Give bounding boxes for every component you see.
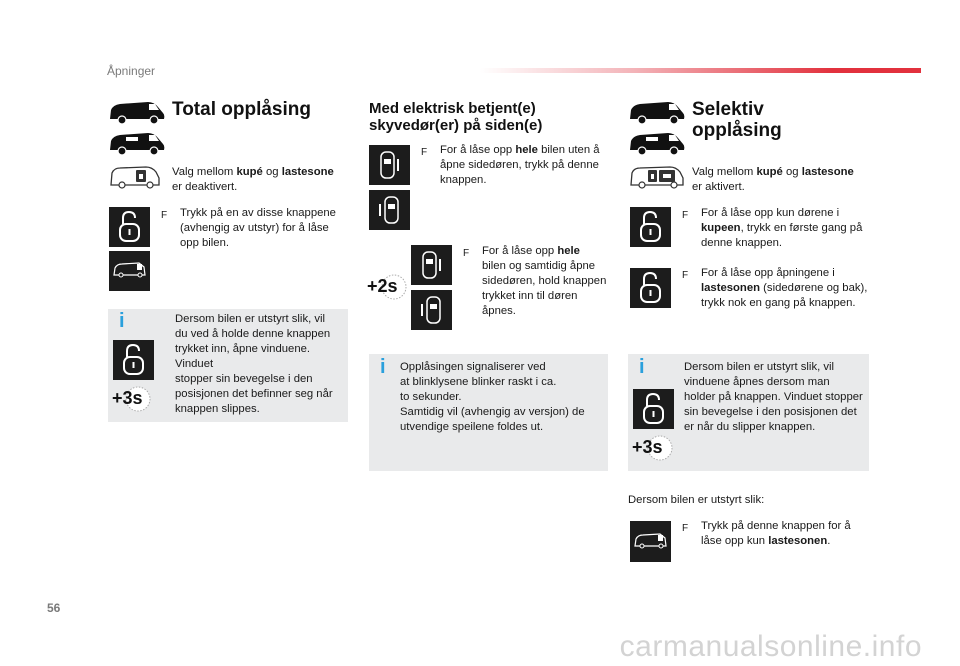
col1-info-text: Dersom bilen er utstyrt slik, vil du ved å holde denne knappen trykket inn, åpne vinduene. Vinduet stopper sin bevegelse i den posisjonen det befinner seg når knappen slippes. xyxy=(175,313,333,415)
info-icon: i xyxy=(639,356,645,378)
page-number: 56 xyxy=(47,601,61,615)
col3-bullet1: For å låse opp kun dørene i kupeen, trykk en første gang på denne knappen. xyxy=(701,207,863,249)
unlock-button-icon xyxy=(630,268,671,308)
col2-title: Med elektrisk betjent(e) skyvedør(er) på siden(e) xyxy=(369,100,543,134)
header-accent-bar xyxy=(480,68,921,73)
cargo-unlock-icon xyxy=(109,251,150,291)
timer-badge: +3s xyxy=(632,433,674,463)
bullet-symbol: F xyxy=(682,523,689,534)
unlock-button-icon xyxy=(630,207,671,247)
sliding-door-button-icon xyxy=(411,245,452,285)
col2-bullet1: For å låse opp hele bilen uten å åpne sidedøren, trykk på denne knappen. xyxy=(440,144,600,186)
col1-intro: Valg mellom kupé og lastesone er deaktivert. xyxy=(172,166,334,193)
col3-bullet2: For å låse opp åpningene i lastesonen (sidedørene og bak), trykk nok en gang på knappen. xyxy=(701,267,868,309)
sliding-door-button-icon xyxy=(411,290,452,330)
bullet-symbol: F xyxy=(682,210,689,221)
bullet-symbol: F xyxy=(682,270,689,281)
col3-intro: Valg mellom kupé og lastesone er aktivert. xyxy=(692,166,854,193)
col1-title: Total opplåsing xyxy=(172,99,311,120)
van-rear-icon xyxy=(628,130,686,156)
van-rear-icon xyxy=(108,130,166,156)
timer-badge: +2s xyxy=(367,272,409,302)
col1-bullet: Trykk på en av disse knappene (avhengig av utstyr) for å låse opp bilen. xyxy=(180,207,336,249)
unlock-button-icon xyxy=(113,340,154,380)
unlock-button-icon xyxy=(633,389,674,429)
van-selector-icon xyxy=(628,164,686,190)
bullet-symbol: F xyxy=(161,210,168,221)
sliding-door-button-icon xyxy=(369,145,410,185)
col2-bullet2: For å låse opp hele bilen og samtidig åpne sidedøren, hold knappen trykket inn til døren åpnes. xyxy=(482,245,607,317)
info-icon: i xyxy=(119,310,125,332)
bullet-symbol: F xyxy=(421,147,428,158)
van-selector-icon xyxy=(108,164,162,190)
bullet-symbol: F xyxy=(463,248,470,259)
col3-bullet3: Trykk på denne knappen for å låse opp kun lastesonen. xyxy=(701,520,851,547)
unlock-button-icon xyxy=(109,207,150,247)
van-icon xyxy=(108,99,166,125)
col3-equip-text: Dersom bilen er utstyrt slik: xyxy=(628,494,765,506)
watermark: carmanualsonline.info xyxy=(619,630,922,663)
info-icon: i xyxy=(380,356,386,378)
cargo-unlock-icon xyxy=(630,521,671,562)
col2-info-text: Opplåsingen signaliserer ved at blinklysene blinker raskt i ca. to sekunder. Samtidig vil (avhengig av versjon) de utvendige speilene foldes ut. xyxy=(400,361,585,433)
section-title: Åpninger xyxy=(107,64,156,78)
col3-title: Selektiv opplåsing xyxy=(692,99,782,141)
sliding-door-button-icon xyxy=(369,190,410,230)
timer-badge: +3s xyxy=(112,385,152,413)
van-icon xyxy=(628,99,686,125)
col3-info-text: Dersom bilen er utstyrt slik, vil vinduene åpnes dersom man holder på knappen. Vinduet stopper sin bevegelse i den posisjonen det er når du slipper knappen. xyxy=(684,361,863,433)
